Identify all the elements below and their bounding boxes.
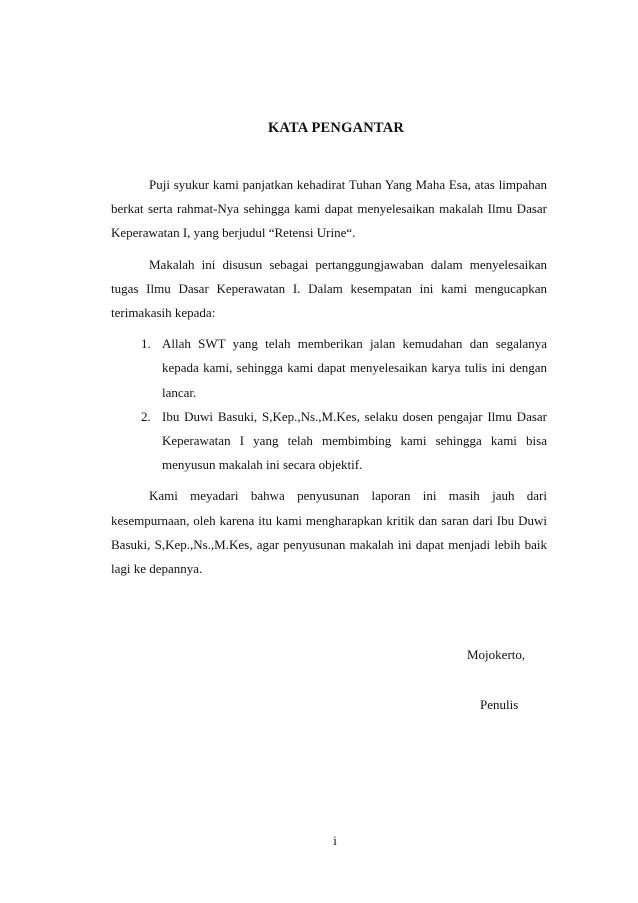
page-title: KATA PENGANTAR xyxy=(267,120,405,136)
list-item xyxy=(111,405,547,478)
acknowledgement-list xyxy=(111,332,547,477)
list-item xyxy=(111,332,547,405)
list-item-text: Allah SWT yang telah memberikan jalan kemudahan dan segalanya kepada kami, sehingga kami dapat menyelesaikan karya tulis ini dengan lancar. xyxy=(162,336,547,400)
author-line: Penulis xyxy=(480,697,519,712)
page-number: i xyxy=(333,833,337,848)
paragraph-purpose: Makalah ini disusun sebagai pertanggungjawaban dalam menyelesaikan tugas Ilmu Dasar Keperawatan I. Dalam kesempatan ini kami mengucapkan terimakasih kepada: xyxy=(111,256,547,321)
list-item-number: 2. xyxy=(141,408,151,424)
list-item-text: Ibu Duwi Basuki, S,Kep.,Ns.,M.Kes, selaku dosen pengajar Ilmu Dasar Keperawatan I yang telah membimbing kami sehingga kami bisa menyusun makalah ini secara objektif. xyxy=(162,408,547,473)
paragraph-closing: Kami meyadari bahwa penyusunan laporan ini masih jauh dari kesempurnaan, oleh karena itu kami mengharapkan kritik dan saran dari Ibu Duwi Basuki, S,Kep.,Ns.,M.Kes, agar penyusunan makalah ini dapat menjadi lebih baik lagi ke depannya. xyxy=(111,488,547,577)
list-item-number: 1. xyxy=(141,336,151,352)
place-line: Mojokerto, xyxy=(467,647,526,662)
paragraph-opening: Puji syukur kami panjatkan kehadirat Tuhan Yang Maha Esa, atas limpahan berkat serta rahmat-Nya sehingga kami dapat menyelesaikan makalah Ilmu Dasar Keperawatan I, yang berjudul “Retensi Urine“. xyxy=(111,177,547,241)
document-body xyxy=(111,173,547,581)
